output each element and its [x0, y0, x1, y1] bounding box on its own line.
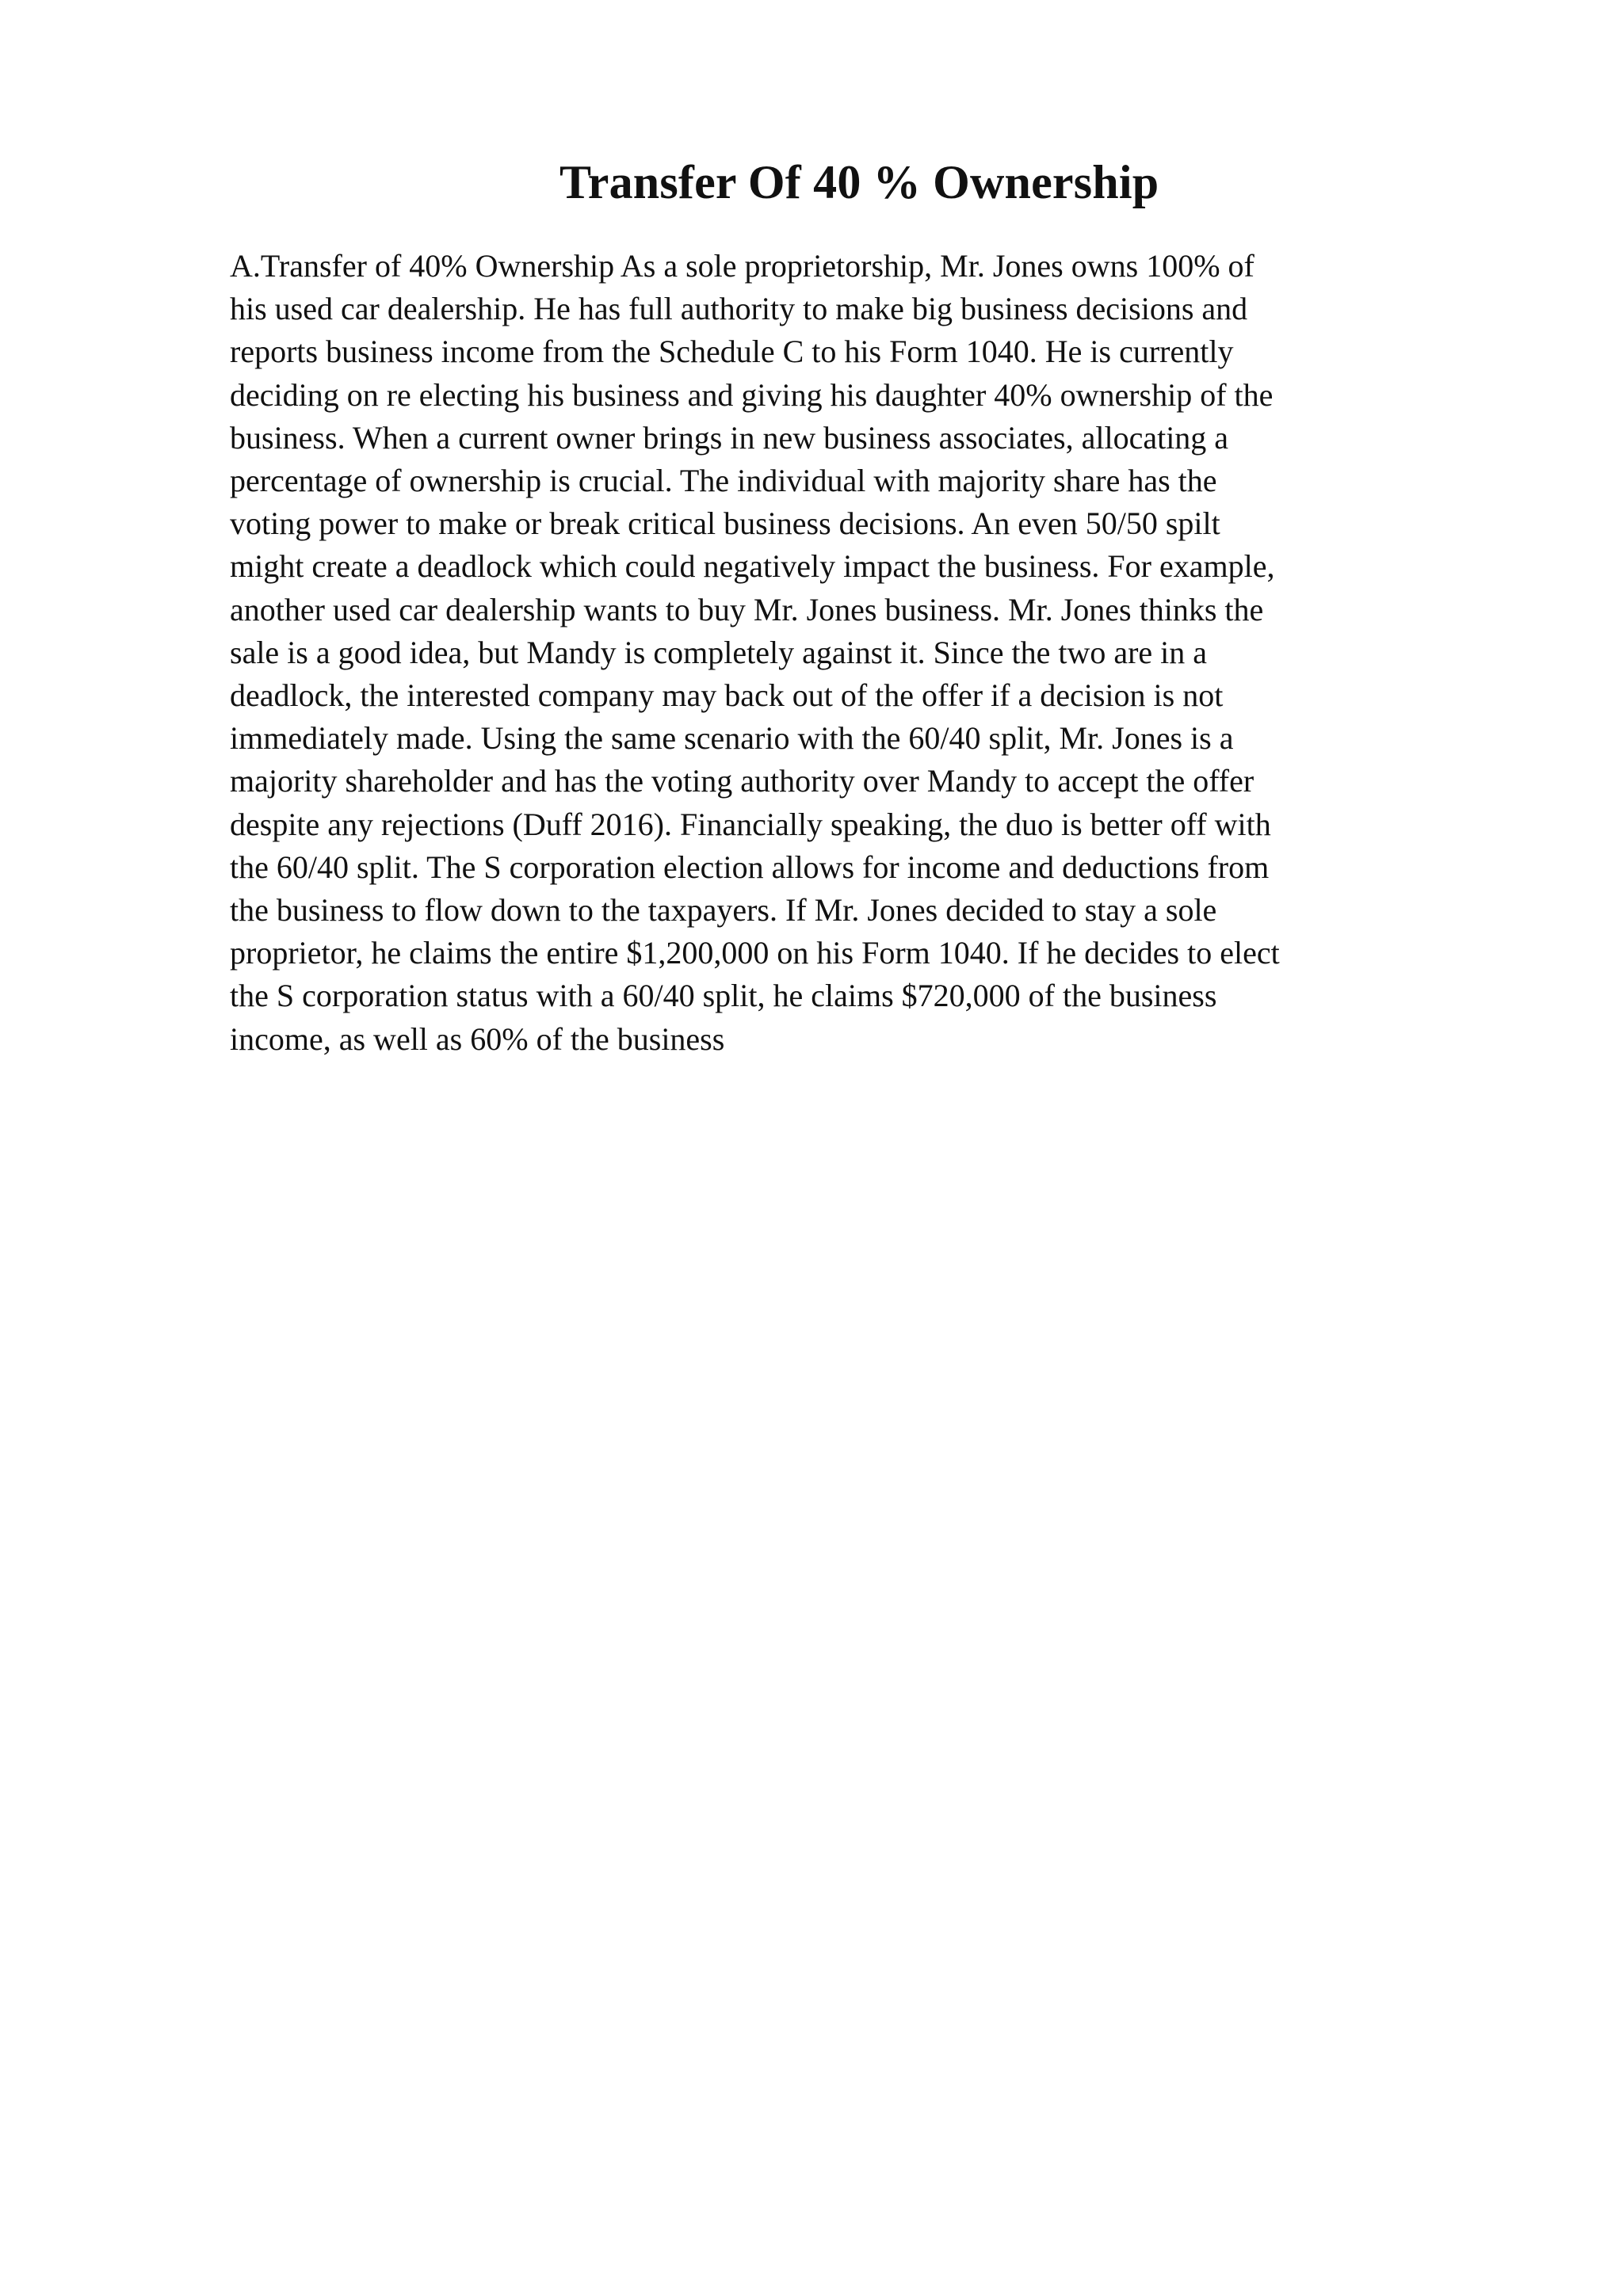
body-line: the business to flow down to the taxpayers. If Mr. Jones decided to stay a sole — [230, 892, 1217, 929]
body-line: proprietor, he claims the entire $1,200,000 on his Form 1040. If he decides to elect — [230, 935, 1280, 971]
body-line: deciding on re electing his business and giving his daughter 40% ownership of the — [230, 376, 1274, 413]
body-line: despite any rejections (Duff 2016). Financially speaking, the duo is better off with — [230, 806, 1271, 842]
body-line: percentage of ownership is crucial. The individual with majority share has the — [230, 463, 1217, 499]
body-line: A.Transfer of 40% Ownership As a sole proprietorship, Mr. Jones owns 100% of — [230, 248, 1254, 284]
body-line: immediately made. Using the same scenario with the 60/40 split, Mr. Jones is a — [230, 720, 1234, 757]
body-line: the S corporation status with a 60/40 split, he claims $720,000 of the business — [230, 978, 1217, 1014]
body-line: sale is a good idea, but Mandy is completely against it. Since the two are in a — [230, 634, 1208, 670]
body-line: might create a deadlock which could negatively impact the business. For example, — [230, 548, 1275, 585]
body-line: the 60/40 split. The S corporation election allows for income and deductions from — [230, 849, 1270, 885]
body-line: another used car dealership wants to buy Mr. Jones business. Mr. Jones thinks the — [230, 591, 1264, 627]
body-line: his used car dealership. He has full authority to make big business decisions and — [230, 291, 1248, 327]
body-line: business. When a current owner brings in new business associates, allocating a — [230, 419, 1229, 456]
body-line: deadlock, the interested company may back out of the offer if a decision is not — [230, 677, 1224, 714]
body-line: income, as well as 60% of the business — [230, 1020, 725, 1057]
body-line: majority shareholder and has the voting authority over Mandy to accept the offer — [230, 763, 1254, 799]
body-line: voting power to make or break critical business decisions. An even 50/50 spilt — [230, 505, 1220, 542]
body-line: reports business income from the Schedule C to his Form 1040. He is currently — [230, 334, 1234, 370]
document-title: Transfer Of 40 % Ownership — [559, 156, 1159, 208]
document-body — [230, 245, 1466, 1061]
